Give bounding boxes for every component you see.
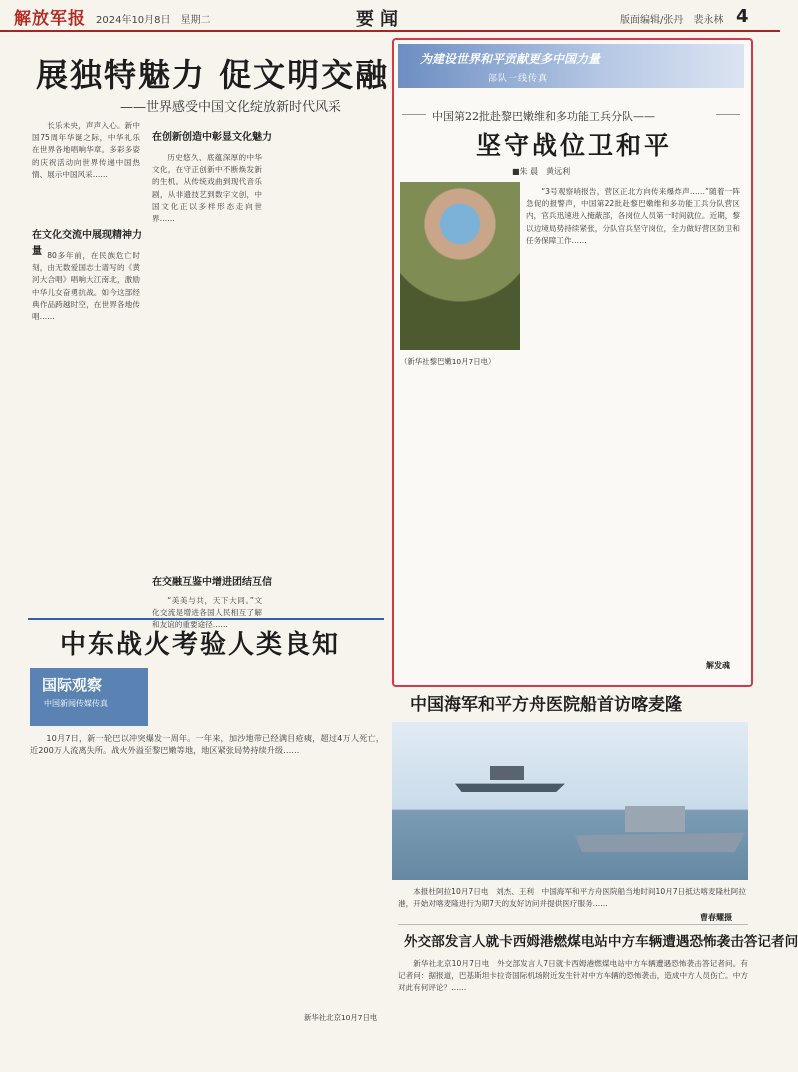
- column-badge-sub: 中国新闻传媒传真: [44, 699, 108, 708]
- lead-column-2: [152, 152, 262, 562]
- lead-column-1: [32, 120, 140, 220]
- feature-headline[interactable]: 坚守战位卫和平: [476, 131, 673, 160]
- banner-subtitle: 部队一线传真: [488, 74, 549, 84]
- feature-kicker: 中国第22批赴黎巴嫩维和多功能工兵分队——: [432, 110, 655, 123]
- section-title: 要闻: [356, 9, 404, 30]
- lead-col1b-text: 80多年前，在民族危亡时刻，由无数爱国志士谱写的《黄河大合唱》唱响大江南北，激励中华儿女奋勇抗战。如今这部经典作品跨越时空，在世界各地传唱……: [32, 251, 140, 322]
- kicker-rule-right: [716, 114, 740, 115]
- hospital-ship-body: [398, 886, 746, 922]
- page-number: 4: [736, 6, 749, 27]
- feature-byline: ■朱 晨 黄远利: [512, 167, 571, 176]
- lead-col1-text: 长乐未央，声声入心。新中国75周年华诞之际，中华礼乐在世界各地唱响华章。多彩多姿的庆祝活动向世界传递中国热情、展示中国风采……: [32, 121, 140, 179]
- lead-col2-text: 历史悠久、底蕴深厚的中华文化，在守正创新中不断焕发新的生机。从传统戏曲到现代音乐剧，从非遗技艺到数字文创，中国文化正以多样形态走向世界……: [152, 153, 262, 224]
- page-editors: 版面编辑/张丹 裴永林: [620, 15, 724, 26]
- hospital-ship-text: 本报杜阿拉10月7日电 刘杰、王利 中国海军和平方舟医院船当地时间10月7日抵达喀麦隆杜阿拉港，开始对喀麦隆进行为期7天的友好访问并提供医疗服务……: [398, 887, 746, 909]
- lead-headline[interactable]: 展独特魅力 促文明交融: [36, 56, 390, 94]
- peacekeeper-photo: [400, 182, 520, 350]
- ship-superstructure-icon: [490, 766, 524, 780]
- lead-subhead-1: 在文化交流中展现精神力量: [32, 230, 142, 257]
- feature-body: [526, 186, 740, 656]
- divider: [398, 924, 748, 925]
- hospital-ship-photographer: 曹春耀摄: [700, 913, 732, 922]
- section-rule: [28, 618, 384, 620]
- middle-east-body: [30, 732, 384, 1002]
- newspaper-logo: 解放军报: [14, 9, 86, 29]
- feature-body-text: “3号观察哨报告，营区正北方向传来爆炸声……”随着一阵急促的报警声，中国第22批赴黎巴嫩维和多功能工兵分队营区内，官兵迅速进入掩蔽部，各岗位人员第一时间就位。近期，黎以边境局势持续紧张，分队官兵坚守岗位，全力做好营区防卫和任务保障工作……: [526, 187, 740, 245]
- hospital-ship-headline[interactable]: 中国海军和平方舟医院船首访喀麦隆: [410, 695, 682, 715]
- banner-title: 为建设世界和平贡献更多中国力量: [420, 52, 601, 66]
- hospital-ship-superstructure-icon: [625, 806, 685, 832]
- feature-source: （新华社黎巴嫩10月7日电）: [400, 357, 496, 366]
- pakistan-body: [398, 958, 748, 1058]
- lead-subhead-2: 在创新创造中彰显文化魅力: [152, 132, 272, 143]
- column-badge-title: 国际观察: [42, 676, 103, 694]
- lead-column-1b: [32, 250, 140, 590]
- issue-date: 2024年10月8日 星期二: [96, 15, 211, 26]
- middle-east-headline[interactable]: 中东战火考验人类良知: [60, 630, 341, 660]
- lead-col2b-text: “美美与共，天下大同。”文化交流是增进各国人民相互了解和友谊的重要途径……: [152, 596, 262, 630]
- kicker-rule-left: [402, 114, 426, 115]
- lead-column-2b: [152, 595, 262, 630]
- ship-photo: [392, 722, 748, 880]
- lead-subhead-3: 在交融互鉴中增进团结互信: [152, 577, 272, 588]
- pakistan-headline[interactable]: 外交部发言人就卡西姆港燃煤电站中方车辆遭遇恐怖袭击答记者问: [404, 934, 798, 950]
- middle-east-author: 新华社北京10月7日电: [304, 1013, 378, 1022]
- feature-reporter: 解发魂: [706, 661, 730, 670]
- middle-east-text: 10月7日，新一轮巴以冲突爆发一周年。一年来，加沙地带已经满目疮痍，超过4万人死亡，近200万人流离失所。战火外溢至黎巴嫩等地，地区紧张局势持续升级……: [30, 733, 384, 756]
- pakistan-text: 新华社北京10月7日电 外交部发言人7日就卡西姆港燃煤电站中方车辆遭遇恐怖袭击答记者问。有记者问：据报道，巴基斯坦卡拉奇国际机场附近发生针对中方车辆的恐怖袭击，造成中方人员伤亡。中方对此有何评论？……: [398, 959, 748, 993]
- lead-subtitle: ——世界感受中国文化绽放新时代风采: [120, 100, 342, 115]
